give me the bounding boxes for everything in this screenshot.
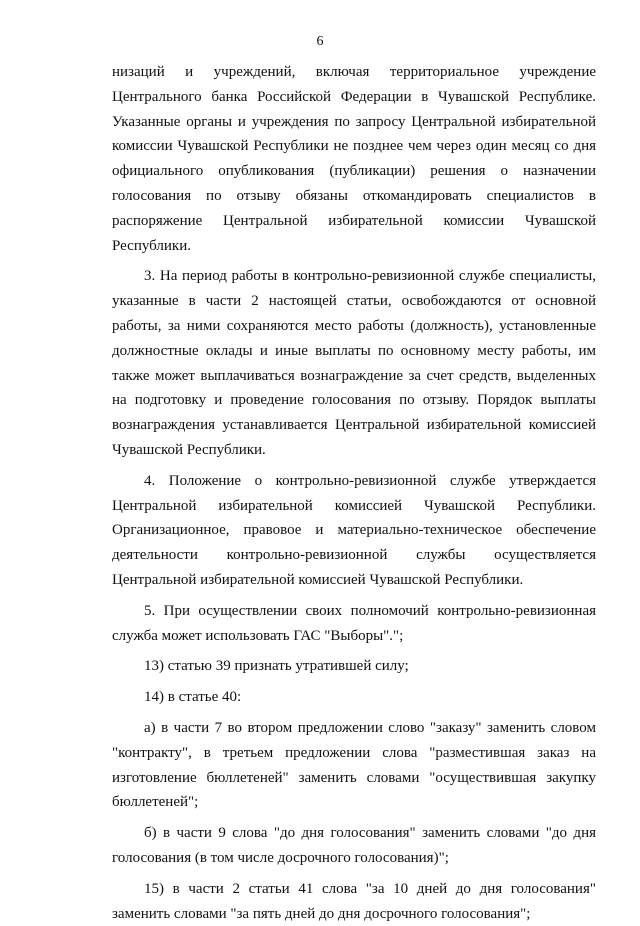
paragraph-item-4: 4. Положение о контрольно-ревизионной службе утверждается Центральной избирательной комиссией Чувашской Республики. Организационное, правовое и материально-техническое обеспечение деятельности контрольно-ревизионной службы осуществляется Центральной избирательной комиссией Чувашской Республики.	[112, 472, 596, 588]
page-number: 6	[316, 34, 324, 49]
paragraph-item-15: 15) в части 2 статьи 41 слова "за 10 дней до дня голосования" заменить словами "за пять дней до дня досрочного голосования";	[112, 880, 596, 922]
paragraph-item-5: 5. При осуществлении своих полномочий контрольно-ревизионная служба может использовать ГАС "Выборы".";	[112, 602, 596, 644]
document-body	[112, 60, 596, 926]
paragraph-subitem-a: а) в части 7 во втором предложении слово "заказу" заменить словом "контракту", в третьем предложении слова "разместившая заказ на изготовление бюллетеней" заменить словами "осуществившая закупку бюллетеней";	[112, 719, 596, 811]
paragraph-item-13: 13) статью 39 признать утратившей силу;	[144, 658, 409, 675]
paragraph-subitem-b: б) в части 9 слова "до дня голосования" заменить словами "до дня голосования (в том числе досрочного голосования)";	[112, 825, 596, 866]
paragraph-continuation: низаций и учреждений, включая территориальное учреждение Центрального банка Российской Федерации в Чувашской Республике. Указанные органы и учреждения по запросу Центральной избирательной комиссии Чувашской Республики не позднее чем через один месяц со дня официального опубликования (публикации) решения о назначении голосования по отзыву обязаны откомандировать специалистов в распоряжение Центральной избирательной комиссии Чувашской Республики.	[112, 64, 596, 254]
paragraph-item-3: 3. На период работы в контрольно-ревизионной службе специалисты, указанные в части 2 настоящей статьи, освобождаются от основной работы, за ними сохраняются место работы (должность), установленные должностные оклады и иные выплаты по основному месту работы, им также может выплачиваться вознаграждение за счет средств, выделенных на подготовку и проведение голосования по отзыву. Порядок выплаты вознаграждения устанавливается Центральной избирательной комиссией Чувашской Республики.	[112, 268, 596, 458]
paragraph-item-14: 14) в статье 40:	[144, 689, 242, 706]
